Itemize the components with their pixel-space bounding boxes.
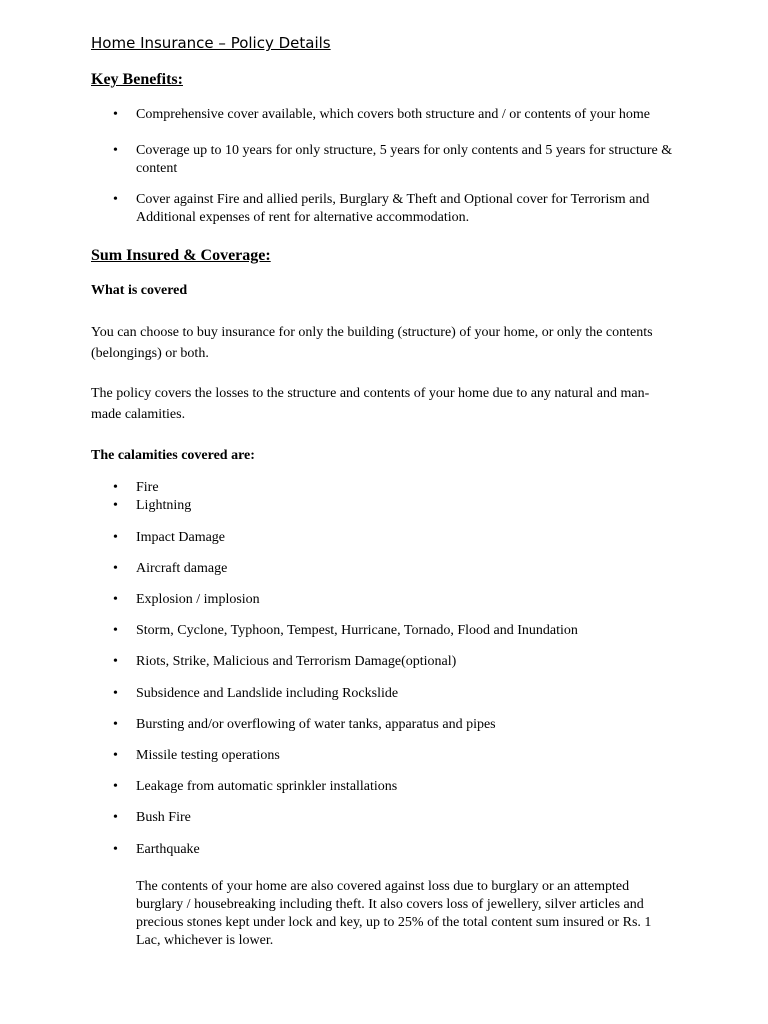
bullet-icon: • xyxy=(113,530,118,545)
list-item: Riots, Strike, Malicious and Terrorism Damage(optional) xyxy=(136,654,457,669)
bullet-icon: • xyxy=(113,779,118,794)
bullet-icon: • xyxy=(113,143,118,158)
what-is-covered-heading: What is covered xyxy=(91,283,188,298)
list-item: Earthquake xyxy=(136,842,200,857)
bullet-icon: • xyxy=(113,480,118,495)
bullet-icon: • xyxy=(113,623,118,638)
calamities-heading: The calamities covered are: xyxy=(91,448,255,463)
list-item: Subsidence and Landslide including Rockslide xyxy=(136,686,399,701)
list-item: Bursting and/or overflowing of water tanks, apparatus and pipes xyxy=(136,717,496,732)
list-item: Comprehensive cover available, which covers both structure and / or contents of your home xyxy=(136,107,650,122)
paragraph: You can choose to buy insurance for only the building (structure) of your home, or only the contents (belongings) or both. xyxy=(91,325,653,361)
list-item: Explosion / implosion xyxy=(136,592,260,607)
list-item: Impact Damage xyxy=(136,530,226,545)
page-title: Home Insurance – Policy Details xyxy=(91,34,331,52)
key-benefits-heading: Key Benefits: xyxy=(91,71,183,88)
bullet-icon: • xyxy=(113,717,118,732)
bullet-icon: • xyxy=(113,498,118,513)
list-item: Lightning xyxy=(136,498,192,513)
list-item: Coverage up to 10 years for only structure, 5 years for only contents and 5 years for structure & content xyxy=(136,143,673,176)
list-item: Fire xyxy=(136,480,159,495)
bullet-icon: • xyxy=(113,810,118,825)
bullet-icon: • xyxy=(113,192,118,207)
contents-coverage-note: The contents of your home are also covered against loss due to burglary or an attempted burglary / housebreaking including theft. It also covers loss of jewellery, silver articles and precious stones kept under lock and key, up to 25% of the total content sum insured or Rs. 1 Lac, whichever is lower. xyxy=(136,879,652,948)
list-item: Missile testing operations xyxy=(136,748,280,763)
bullet-icon: • xyxy=(113,654,118,669)
bullet-icon: • xyxy=(113,561,118,576)
bullet-icon: • xyxy=(113,592,118,607)
sum-insured-heading: Sum Insured & Coverage: xyxy=(91,247,271,264)
bullet-icon: • xyxy=(113,842,118,857)
list-item: Aircraft damage xyxy=(136,561,228,576)
bullet-icon: • xyxy=(113,107,118,122)
list-item: Cover against Fire and allied perils, Burglary & Theft and Optional cover for Terrorism and Additional expenses of rent for alternative accommodation. xyxy=(136,192,650,225)
bullet-icon: • xyxy=(113,748,118,763)
list-item: Bush Fire xyxy=(136,810,191,825)
paragraph: The policy covers the losses to the structure and contents of your home due to any natural and man-made calamities. xyxy=(91,386,650,422)
bullet-icon: • xyxy=(113,686,118,701)
list-item: Leakage from automatic sprinkler installations xyxy=(136,779,398,794)
list-item: Storm, Cyclone, Typhoon, Tempest, Hurricane, Tornado, Flood and Inundation xyxy=(136,623,578,638)
